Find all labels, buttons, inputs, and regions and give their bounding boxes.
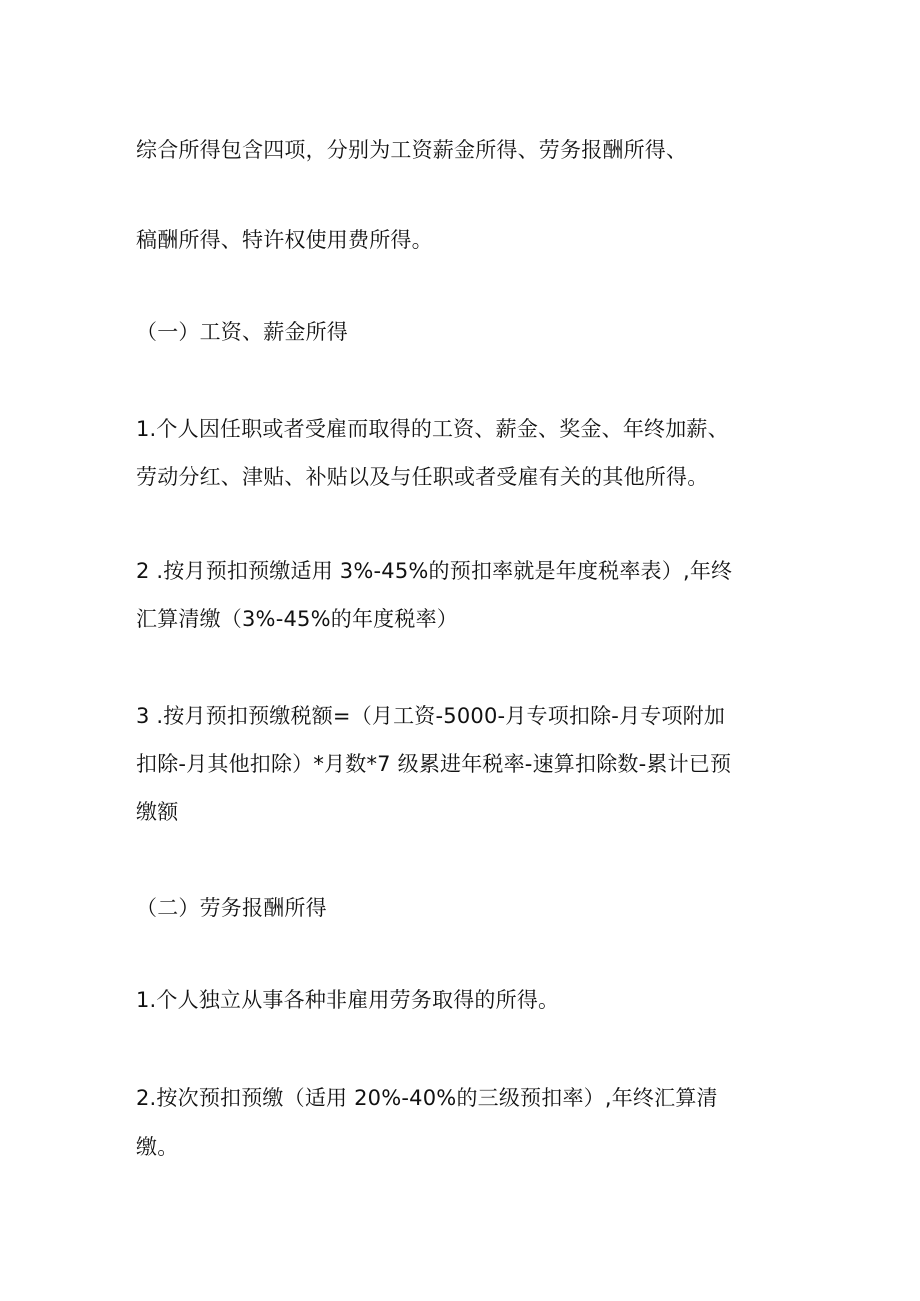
section-1-heading: （一）工资、薪金所得 [136, 320, 348, 344]
section-1-item-1-line-1: 1.个人因任职或者受雇而取得的工资、薪金、奖金、年终加薪、 [136, 417, 729, 441]
intro-line-2: 稿酬所得、特许权使用费所得。 [136, 228, 433, 252]
section-2-item-2-line-1: 2.按次预扣预缴（适用 20%-40%的三级预扣率）,年终汇算清 [136, 1086, 718, 1110]
section-2-heading: （二）劳务报酬所得 [136, 896, 327, 920]
section-1-item-2-line-2: 汇算清缴（3%-45%的年度税率） [136, 607, 458, 631]
section-1-item-3-line-3: 缴额 [136, 800, 179, 824]
section-2-item-2-line-2: 缴。 [136, 1135, 179, 1159]
section-1-item-3-line-1: 3 .按月预扣预缴税额=（月工资-5000-月专项扣除-月专项附加 [136, 704, 726, 728]
section-1-item-3-line-2: 扣除-月其他扣除）*月数*7 级累进年税率-速算扣除数-累计已预 [136, 752, 732, 776]
intro-line-1: 综合所得包含四项，分别为工资薪金所得、劳务报酬所得、 [136, 138, 688, 162]
section-1-item-2-line-1: 2 .按月预扣预缴适用 3%-45%的预扣率就是年度税率表）,年终 [136, 559, 733, 583]
section-2-item-1-line-1: 1.个人独立从事各种非雇用劳务取得的所得。 [136, 988, 560, 1012]
section-1-item-1-line-2: 劳动分红、津贴、补贴以及与任职或者受雇有关的其他所得。 [136, 465, 709, 489]
